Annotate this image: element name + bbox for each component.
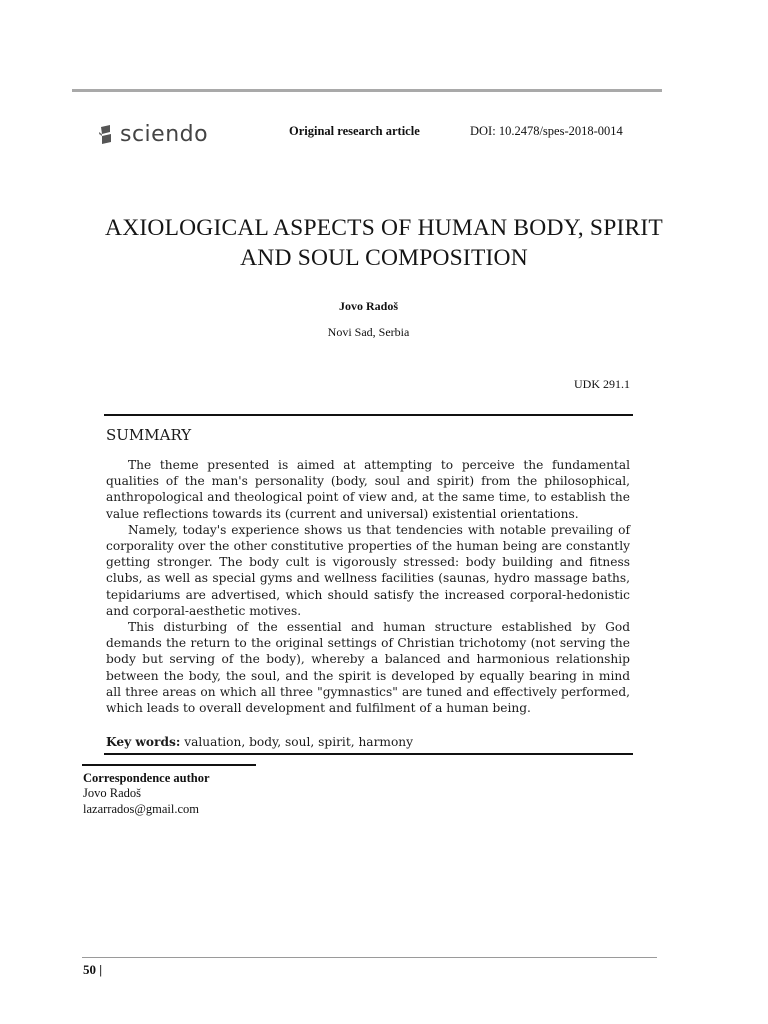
paper-title	[70, 213, 698, 273]
summary-heading: SUMMARY	[106, 426, 192, 444]
author-name: Jovo Radoš	[338, 299, 398, 313]
correspondence-block	[83, 771, 210, 817]
correspondence-email: lazarrados@gmail.com	[83, 801, 199, 816]
title-line-1: AXIOLOGICAL ASPECTS OF HUMAN BODY, SPIRIT	[105, 215, 663, 241]
article-type: Original research article	[289, 124, 420, 138]
abstract-paragraph: Namely, today's experience shows us that tendencies with notable prevailing of corporality over the other constitutive properties of the human being are constantly getting stronger. The body cult is vigorously stressed: body building and fitness clubs, as well as special gyms and wellness facilities (saunas, hydro massage baths, tepidariums are advertised, which should satisfy the increased corporal-hedonistic and corporal-aesthetic motives.	[106, 522, 630, 618]
abstract-paragraph: This disturbing of the essential and human structure established by God demands the return to the original settings of Christian trichotomy (not serving the body but serving of the body), whereby a balanced and harmonious relationship between the body, the soul, and the spirit is developed by equally bearing in mind all three areas on which all three "gymnastics" are tuned and effectively performed, which leads to overall development and fulfilment of a human being.	[106, 620, 630, 716]
doi: DOI: 10.2478/spes-2018-0014	[470, 124, 623, 138]
correspondence-title: Correspondence author	[83, 771, 210, 785]
header-rule	[72, 89, 662, 92]
keywords-label: Key words:	[106, 735, 181, 749]
sciendo-logo-icon	[98, 123, 114, 147]
publisher-logo	[98, 122, 208, 147]
summary-bottom-rule	[104, 753, 633, 755]
summary-top-rule	[104, 414, 633, 416]
author-affiliation: Novi Sad, Serbia	[327, 325, 410, 339]
footnote-rule	[82, 764, 256, 766]
abstract-paragraph: The theme presented is aimed at attempting to perceive the fundamental qualities of the man's personality (body, soul and spirit) from the philosophical, anthropological and theological point of view and, at the same time, to establish the value reflections towards its (current and universal) existential orientations.	[106, 458, 630, 521]
logo-text: sciendo	[120, 122, 209, 147]
keywords	[106, 735, 413, 749]
abstract-body	[106, 457, 630, 716]
keywords-text: valuation, body, soul, spirit, harmony	[184, 735, 414, 749]
title-line-2: AND SOUL COMPOSITION	[240, 245, 528, 271]
correspondence-name: Jovo Radoš	[83, 786, 141, 801]
footer-rule	[82, 957, 657, 958]
page-number: 50 |	[83, 962, 103, 977]
udk-code: UDK 291.1	[574, 377, 630, 391]
